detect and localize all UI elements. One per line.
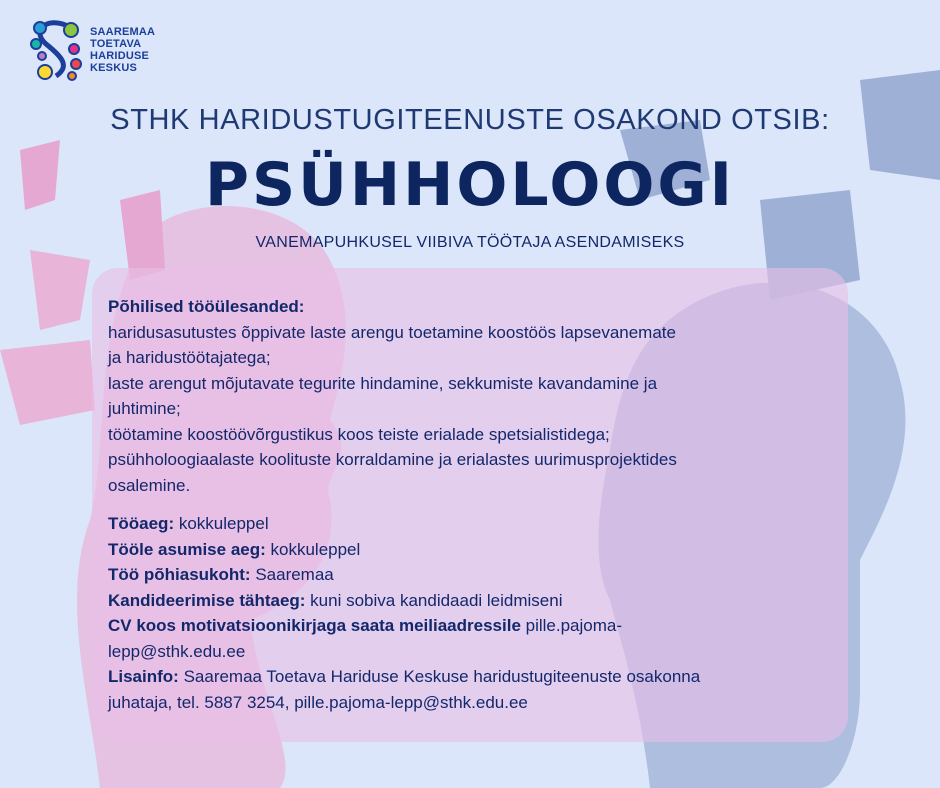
info-row bbox=[108, 664, 838, 690]
duties-heading: Põhilised tööülesanded: bbox=[108, 297, 305, 316]
deadline-row bbox=[108, 588, 838, 614]
info-value: Saaremaa Toetava Hariduse Keskuse haridustugiteenuste osakonna bbox=[178, 667, 701, 686]
paper-piece bbox=[0, 340, 95, 425]
department-heading: STHK HARIDUSTUGITEENUSTE OSAKOND OTSIB: bbox=[110, 104, 830, 136]
deadline-label: Kandideerimise tähtaeg: bbox=[108, 590, 306, 610]
logo-line: SAAREMAA bbox=[90, 26, 156, 38]
cv-row bbox=[108, 613, 838, 639]
duty-line: osalemine. bbox=[108, 475, 191, 495]
tagline: VANEMAPUHKUSEL VIIBIVA TÖÖTAJA ASENDAMISEKS bbox=[255, 234, 685, 251]
duty-line: psühholoogiaalaste koolituste korraldamine ja erialastes uurimusprojektides bbox=[108, 450, 677, 469]
logo-mark-icon bbox=[26, 16, 86, 82]
duty-line: ja haridustöötajatega; bbox=[108, 348, 271, 367]
logo-text bbox=[90, 26, 155, 74]
logo-line: KESKUS bbox=[90, 62, 138, 74]
start-row bbox=[108, 537, 838, 563]
info-contact: juhataja, tel. 5887 3254, pille.pajoma-lepp@sthk.edu.ee bbox=[108, 692, 528, 712]
work-time-row bbox=[108, 511, 838, 537]
cv-email[interactable]: pille.pajoma- bbox=[520, 616, 623, 635]
sthk-logo bbox=[26, 16, 166, 82]
cv-email-continued[interactable]: lepp@sthk.edu.ee bbox=[108, 641, 246, 661]
location-row bbox=[108, 562, 838, 588]
work-time-label: Tööaeg: bbox=[108, 514, 175, 533]
job-title: PSÜHHOLOOGI bbox=[204, 150, 736, 220]
logo-line: TOETAVA bbox=[90, 38, 142, 50]
location-value: Saaremaa bbox=[250, 565, 334, 584]
job-description bbox=[108, 294, 838, 715]
location-label: Töö põhiasukoht: bbox=[108, 565, 251, 584]
start-value: kokkuleppel bbox=[265, 539, 361, 559]
info-label: Lisainfo: bbox=[108, 667, 179, 686]
duty-line: juhtimine; bbox=[108, 399, 181, 418]
cv-label: CV koos motivatsioonikirjaga saata meiliaadressile bbox=[108, 616, 521, 635]
start-label: Tööle asumise aeg: bbox=[108, 539, 266, 559]
duty-line: laste arengut mõjutavate tegurite hindamine, sekkumiste kavandamine ja bbox=[108, 373, 658, 393]
duty-line: haridusasutustes õppivate laste arengu toetamine koostöös lapsevanemate bbox=[108, 322, 676, 342]
work-time-value: kokkuleppel bbox=[174, 514, 269, 533]
duty-line: töötamine koostöövõrgustikus koos teiste erialade spetsialistidega; bbox=[108, 424, 610, 444]
logo-line: HARIDUSE bbox=[90, 50, 150, 62]
deadline-value: kuni sobiva kandidaadi leidmiseni bbox=[305, 590, 563, 610]
paper-piece bbox=[30, 250, 90, 330]
